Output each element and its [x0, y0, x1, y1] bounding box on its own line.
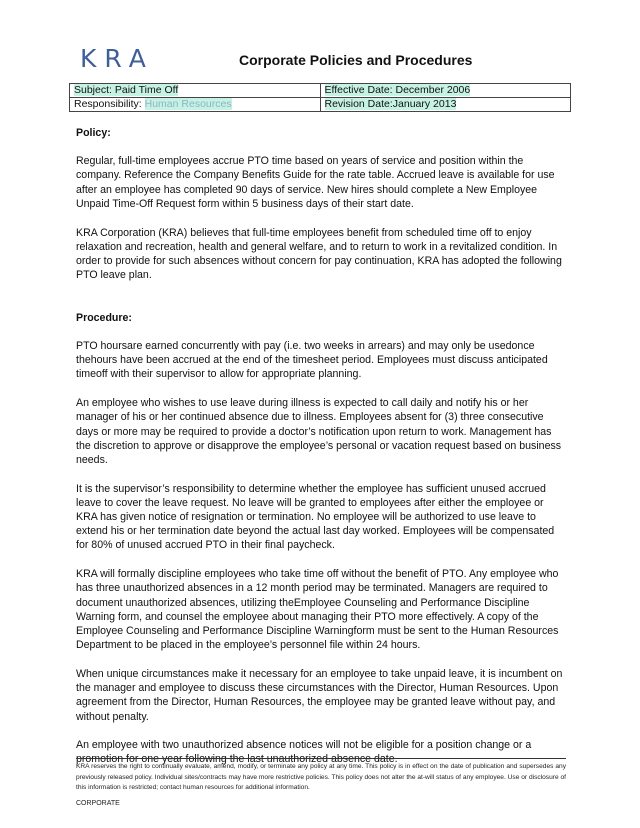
procedure-paragraph: PTO hoursare earned concurrently with pay (i.e. two weeks in arrears) and may only be usedonce thehours have been accrued at the end of the timesheet period. Employees must discuss anticipated timeoff with their supervisor to allow for appropriate planning. — [76, 340, 548, 381]
procedure-paragraph: It is the supervisor’s responsibility to determine whether the employee has sufficient unused accrued leave to cover the leave request. No leave will be granted to employees after either the employee or KRA has given notice of resignation or termination. No employee will be authorized to use leave to extend his or her termination date beyond the actual last day worked. Employees will be compensated for 80% of unused accrued PTO in their final paycheck. — [76, 482, 555, 552]
policy-paragraph: Regular, full-time employees accrue PTO time based on years of service and position within the company. Reference the Company Benefits Guide for the rate table. Accrued leave is available for use after an employee has completed 90 days of service. New hires should complete a New Employee Unpaid Time-Off Request form within 5 business days of their start date. — [76, 155, 555, 210]
responsibility-label: Responsibility: — [74, 98, 145, 110]
footer-classification: CORPORATE — [76, 800, 120, 807]
procedure-heading: Procedure: — [76, 311, 132, 324]
policy-paragraph: KRA Corporation (KRA) believes that full-time employees benefit from scheduled time off to enjoy relaxation and recreation, health and general welfare, and to return to work in a revitalized condition. In order to provide for such absences without concern for pay continuation, KRA has adopted the following PTO leave plan. — [76, 226, 562, 282]
kra-logo: KRA — [80, 44, 154, 73]
footer-disclaimer: KRA reserves the right to continually evaluate, amend, modify, or terminate any policy at any time. This policy is in effect on the date of publication and supersedes any previously released policy. Individual sites/contracts may have more restrictive policies. This policy does not alter the at-will status of any employee. Use or disclosure of this information is restricted; contact human resources for additional information. — [76, 763, 566, 791]
effective-date-cell — [320, 84, 571, 98]
revision-date-field: Revision Date:January 2013 — [324, 98, 457, 110]
procedure-paragraph: An employee with two unauthorized absence notices will not be eligible for a position change or a promotion for one year following the last unauthorized absence date. — [76, 739, 532, 766]
procedure-paragraph: When unique circumstances make it necessary for an employee to take unpaid leave, it is incumbent on the manager and employee to discuss these circumstances with the Director, Human Resources. Upon agreement from the Director, Human Resources, the employee may be granted leave without pay, and without penalty. — [76, 667, 563, 723]
policy-meta-table — [69, 83, 571, 112]
subject-field: Subject: Paid Time Off — [74, 84, 179, 96]
effective-date-field: Effective Date: December 2006 — [324, 84, 471, 96]
subject-cell — [70, 84, 321, 98]
responsibility-value: Human Resources — [144, 98, 232, 110]
revision-date-cell — [320, 98, 571, 112]
responsibility-cell — [70, 98, 321, 112]
procedure-paragraph: An employee who wishes to use leave during illness is expected to call daily and notify his or her manager of his or her continued absence due to illness. Employees absent for (3) three consecutive days or more may be required to provide a doctor’s notification upon return to work. Management has the discretion to approve or disapprove the employee’s personal or vacation request based on business needs. — [76, 397, 562, 466]
footer-divider — [76, 758, 566, 759]
document-body — [76, 126, 566, 781]
policy-heading: Policy: — [76, 127, 111, 139]
document-title: Corporate Policies and Procedures — [239, 52, 473, 68]
procedure-paragraph: KRA will formally discipline employees who take time off without the benefit of PTO. Any employee who has three unauthorized absences in a 12 month period may be terminated. Managers are required to document unauthorized absences, utilizing theEmployee Counseling and Performance Discipline Warning form, and counsel the employee about managing their PTO more effectively. A copy of the Employee Counseling and Performance Discipline Warningform must be sent to the Human Resources Department to be placed in the employee’s personnel file within 24 hours. — [76, 568, 559, 652]
